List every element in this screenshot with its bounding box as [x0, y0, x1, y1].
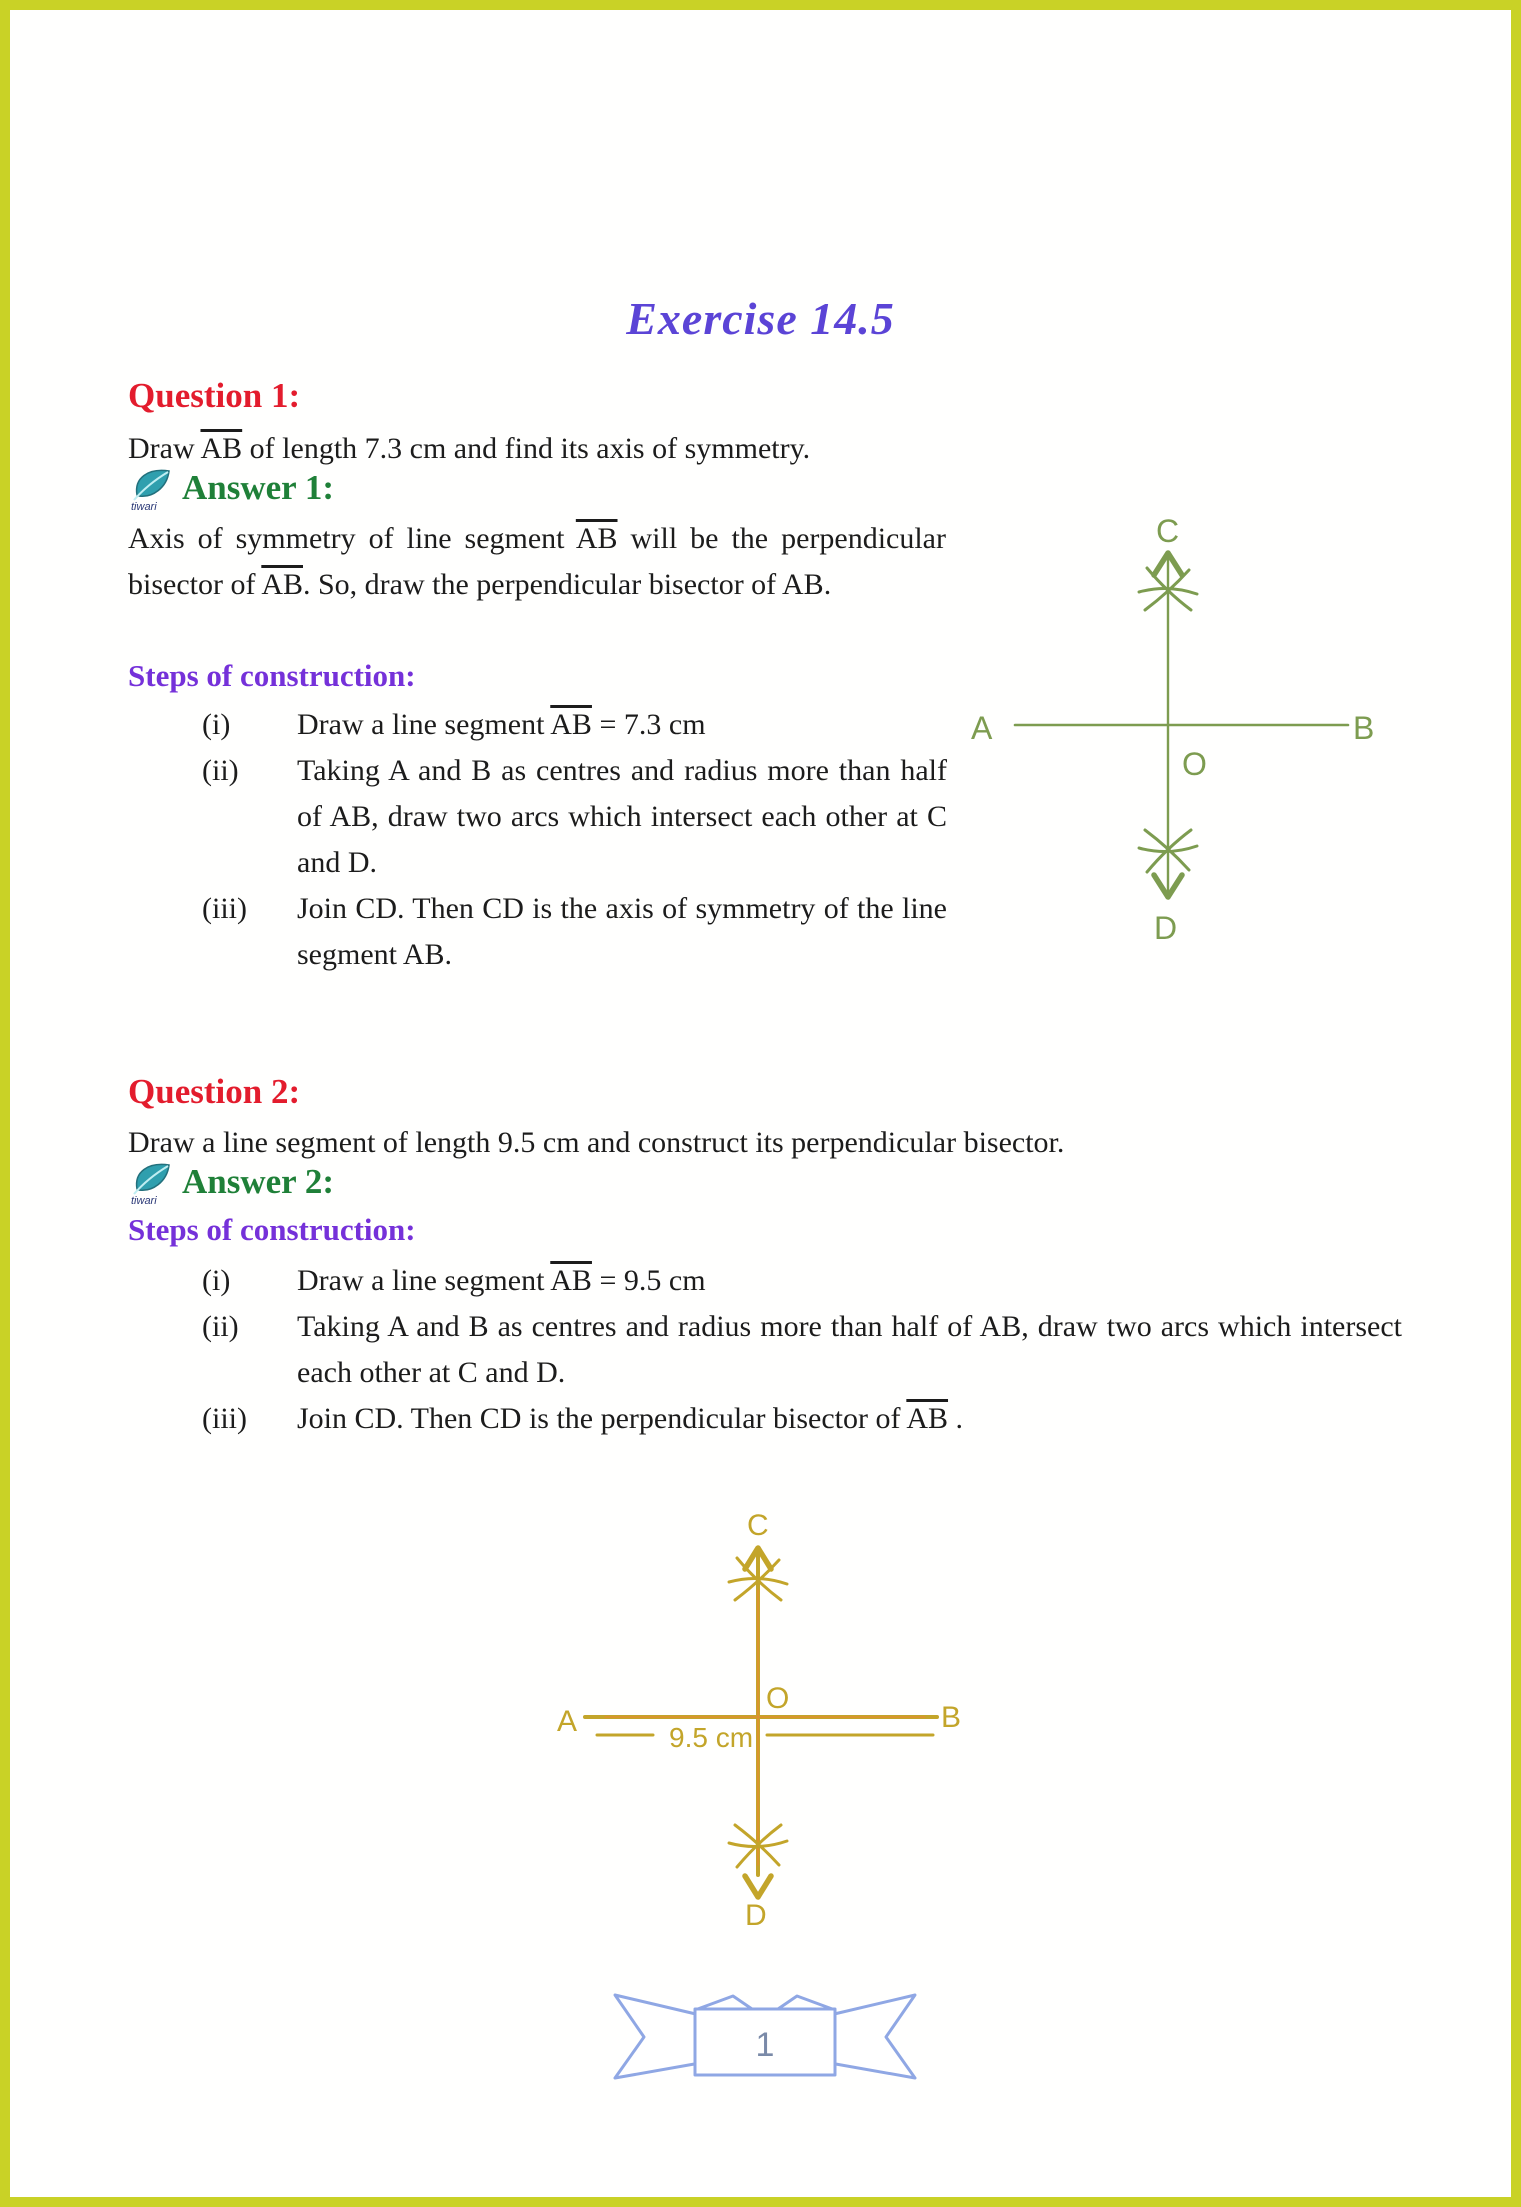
steps-heading-1: Steps of construction:: [128, 658, 416, 693]
point-a-label: A: [557, 1705, 578, 1738]
step-number: (ii): [202, 1310, 239, 1343]
point-d-label: D: [745, 1899, 767, 1932]
point-a-label: A: [971, 710, 993, 746]
page-number-ribbon: [600, 1985, 930, 2095]
construction-step: [202, 1258, 1402, 1304]
answer-2-label: Answer 2:: [182, 1162, 334, 1201]
point-b-label: B: [1353, 710, 1375, 746]
question-1-text: Draw $\overline{AB}$ of length 7.3 cm and find its axis of symmetry.: [128, 432, 811, 465]
tiwari-logo-icon: [130, 464, 174, 512]
perpendicular-bisector-diagram-2: [545, 1495, 975, 1935]
point-b-label: B: [941, 1701, 962, 1734]
step-number: (i): [202, 1264, 231, 1297]
step-number: (i): [202, 708, 231, 741]
step-text: Join CD. Then CD is the axis of symmetry of the line segment AB.: [297, 892, 947, 971]
step-number: (iii): [202, 1402, 247, 1435]
question-2-heading: Question 2:: [128, 1072, 301, 1111]
point-c-label: C: [747, 1509, 769, 1542]
construction-step: [202, 1396, 1402, 1442]
steps-heading-2: Steps of construction:: [128, 1212, 416, 1247]
logo-caption: tiwari: [131, 1195, 157, 1206]
page-title: Exercise 14.5: [626, 293, 895, 344]
step-text: Join CD. Then CD is the perpendicular bisector of $\overline{AB}$ .: [297, 1402, 964, 1435]
question-2-text: Draw a line segment of length 9.5 cm and construct its perpendicular bisector.: [128, 1126, 1065, 1159]
steps-list-2: [202, 1258, 1402, 1442]
answer-2-heading: [130, 1158, 334, 1206]
point-o-label: O: [766, 1682, 790, 1715]
construction-step: [202, 748, 947, 886]
point-o-label: O: [1182, 746, 1207, 782]
construction-step: [202, 1304, 1402, 1396]
step-number: (ii): [202, 754, 239, 787]
arrow-down-icon: [745, 1876, 771, 1897]
step-text: Taking A and B as centres and radius more than half of AB, draw two arcs which intersect each other at C and D.: [297, 1310, 1402, 1389]
step-text: Taking A and B as centres and radius more than half of AB, draw two arcs which intersect each other at C and D.: [297, 754, 947, 879]
point-d-label: D: [1154, 910, 1178, 946]
construction-step: [202, 886, 947, 978]
step-text: Draw a line segment $\overline{AB} = 7.3$ cm: [297, 708, 706, 741]
step-number: (iii): [202, 892, 247, 925]
tiwari-logo-icon: [130, 1158, 174, 1206]
dimension-label: 9.5 cm: [669, 1722, 754, 1753]
steps-list-1: [202, 702, 947, 978]
answer-1-label: Answer 1:: [182, 468, 334, 507]
step-text: Draw a line segment $\overline{AB} = 9.5$ cm: [297, 1264, 706, 1297]
perpendicular-bisector-diagram-1: [955, 498, 1385, 948]
question-1-heading: Question 1:: [128, 376, 301, 415]
page-number: 1: [755, 2026, 775, 2064]
answer-1-paragraph: Axis of symmetry of line segment $\overline{AB}$ will be the perpendicular bisector of $\overline{AB}$. So, draw the perpendicular bisector of AB.: [128, 522, 946, 601]
ribbon-left-tail: [615, 1995, 700, 2078]
answer-1-heading: [130, 464, 334, 512]
logo-caption: tiwari: [131, 501, 157, 512]
ribbon-right-tail: [830, 1995, 915, 2078]
construction-step: [202, 702, 947, 748]
point-c-label: C: [1156, 513, 1180, 549]
